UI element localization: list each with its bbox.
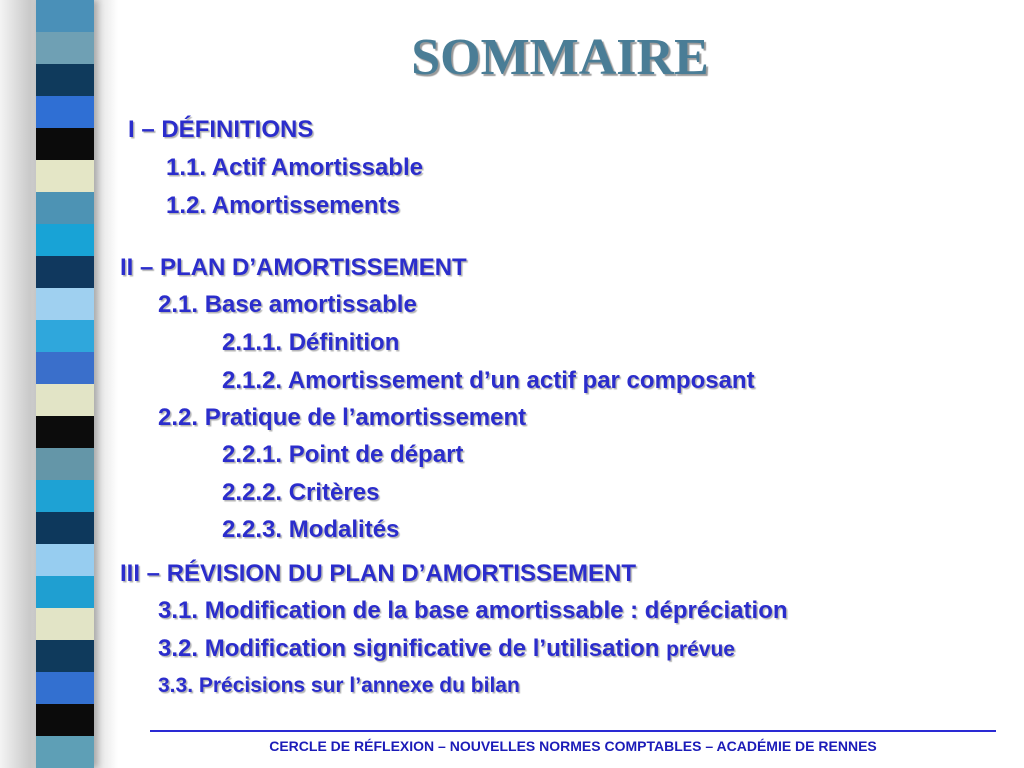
toc-item-3-3: 3.3. Précisions sur l’annexe du bilan <box>158 674 520 697</box>
toc-item-3-2-suffix: prévue <box>666 638 735 661</box>
section-heading-plan: II – PLAN D’AMORTISSEMENT <box>120 254 467 281</box>
stripe-segment <box>36 224 94 256</box>
toc-item-1-1: 1.1. Actif Amortissable <box>166 154 423 181</box>
stripe-segment <box>36 640 94 672</box>
stripe-segment <box>36 160 94 192</box>
section-heading-revision: III – RÉVISION DU PLAN D’AMORTISSEMENT <box>120 560 637 587</box>
stripe-segment <box>36 256 94 288</box>
toc-item-3-2 <box>158 637 735 661</box>
decorative-side-panel <box>0 0 118 768</box>
stripe-segment <box>36 480 94 512</box>
stripe-segment <box>36 192 94 224</box>
toc-item-3-2-label: 3.2. Modification significative de l’utilisation <box>158 635 660 662</box>
footer-divider <box>150 730 996 732</box>
stripe-segment <box>36 608 94 640</box>
toc-item-1-2: 1.2. Amortissements <box>166 192 400 219</box>
stripe-segment <box>36 320 94 352</box>
toc-item-2-2-2: 2.2.2. Critères <box>222 479 380 506</box>
stripe-segment <box>36 96 94 128</box>
stripe-segment <box>36 576 94 608</box>
stripe-segment <box>36 416 94 448</box>
section-heading-definitions: I – DÉFINITIONS <box>128 116 314 143</box>
toc-item-3-1: 3.1. Modification de la base amortissable : dépréciation <box>158 597 788 624</box>
stripe-segment <box>36 672 94 704</box>
stripe-segment <box>36 384 94 416</box>
toc-item-2-2-1: 2.2.1. Point de départ <box>222 441 464 468</box>
toc-item-2-1: 2.1. Base amortissable <box>158 291 417 318</box>
page-title: SOMMAIRE <box>411 29 709 86</box>
stripe-segment <box>36 128 94 160</box>
toc-item-2-2-3: 2.2.3. Modalités <box>222 516 400 543</box>
stripe-segment <box>36 704 94 736</box>
toc-item-2-1-2: 2.1.2. Amortissement d’un actif par composant <box>222 367 755 394</box>
toc-item-2-1-1: 2.1.1. Définition <box>222 329 400 356</box>
stripe-segment <box>36 544 94 576</box>
stripe-segment <box>36 512 94 544</box>
stripe-segment <box>36 288 94 320</box>
footer-text: CERCLE DE RÉFLEXION – NOUVELLES NORMES COMPTABLES – ACADÉMIE DE RENNES <box>269 738 877 754</box>
decorative-stripe-bar <box>36 0 94 768</box>
stripe-segment <box>36 352 94 384</box>
stripe-segment <box>36 736 94 768</box>
stripe-segment <box>36 0 94 32</box>
toc-item-2-2: 2.2. Pratique de l’amortissement <box>158 404 527 431</box>
stripe-segment <box>36 448 94 480</box>
